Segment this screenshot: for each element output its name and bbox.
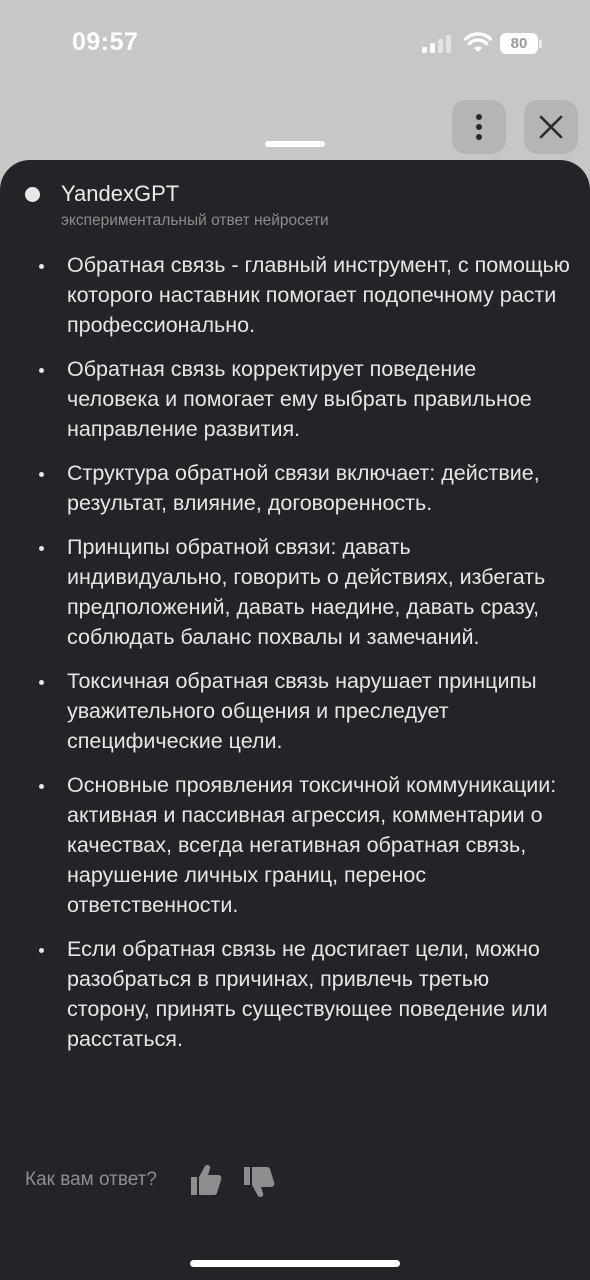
list-item xyxy=(0,532,590,652)
list-item xyxy=(0,354,590,444)
list-item xyxy=(0,458,590,518)
close-button[interactable] xyxy=(524,100,578,154)
sheet-grabber[interactable] xyxy=(265,141,325,147)
answer-list xyxy=(0,250,590,1068)
thumbs-down-icon[interactable] xyxy=(241,1164,277,1200)
bullet-icon xyxy=(39,784,44,789)
home-indicator[interactable] xyxy=(190,1260,400,1267)
bullet-icon xyxy=(39,264,44,269)
bullet-icon xyxy=(39,680,44,685)
list-item xyxy=(0,934,590,1054)
list-item-text: Токсичная обратная связь нарушает принципы уважительного общения и преследует специфические цели. xyxy=(67,669,537,753)
list-item-text: Структура обратной связи включает: действие, результат, влияние, договоренность. xyxy=(67,461,540,515)
bullet-icon xyxy=(39,472,44,477)
answer-sheet xyxy=(0,160,590,1280)
battery-cap xyxy=(539,40,542,48)
brand-title: YandexGPT xyxy=(61,181,180,206)
status-time: 09:57 xyxy=(72,28,139,56)
signal-icon xyxy=(422,35,454,53)
battery-level: 80 xyxy=(510,35,528,52)
more-options-button[interactable] xyxy=(452,100,506,154)
brand-subtitle: экспериментальный ответ нейросети xyxy=(61,212,329,229)
close-icon xyxy=(539,115,563,139)
bullet-icon xyxy=(39,368,44,373)
wifi-icon xyxy=(464,32,492,54)
thumbs-up-icon[interactable] xyxy=(188,1162,224,1198)
list-item-text: Обратная связь - главный инструмент, с помощью которого наставник помогает подопечному расти профессионально. xyxy=(67,253,570,337)
list-item-text: Если обратная связь не достигает цели, можно разобраться в причинах, привлечь третью сторону, принять существующее поведение или расстаться. xyxy=(67,937,548,1051)
list-item-text: Обратная связь корректирует поведение человека и помогает ему выбрать правильное направление развития. xyxy=(67,357,532,441)
list-item xyxy=(0,770,590,920)
battery-icon xyxy=(500,33,538,54)
status-bar xyxy=(0,0,590,88)
bullet-icon xyxy=(39,546,44,551)
more-vertical-icon xyxy=(475,113,483,141)
feedback-label: Как вам ответ? xyxy=(25,1169,157,1190)
list-item-text: Принципы обратной связи: давать индивидуально, говорить о действиях, избегать предположений, давать наедине, давать сразу, соблюдать баланс похвалы и замечаний. xyxy=(67,535,546,649)
list-item-text: Основные проявления токсичной коммуникации: активная и пассивная агрессия, комментарии о качествах, всегда негативная обратная связь, нарушение личных границ, перенос ответственности. xyxy=(67,773,557,917)
brand-dot-icon xyxy=(25,187,40,202)
bullet-icon xyxy=(39,948,44,953)
list-item xyxy=(0,250,590,340)
list-item xyxy=(0,666,590,756)
